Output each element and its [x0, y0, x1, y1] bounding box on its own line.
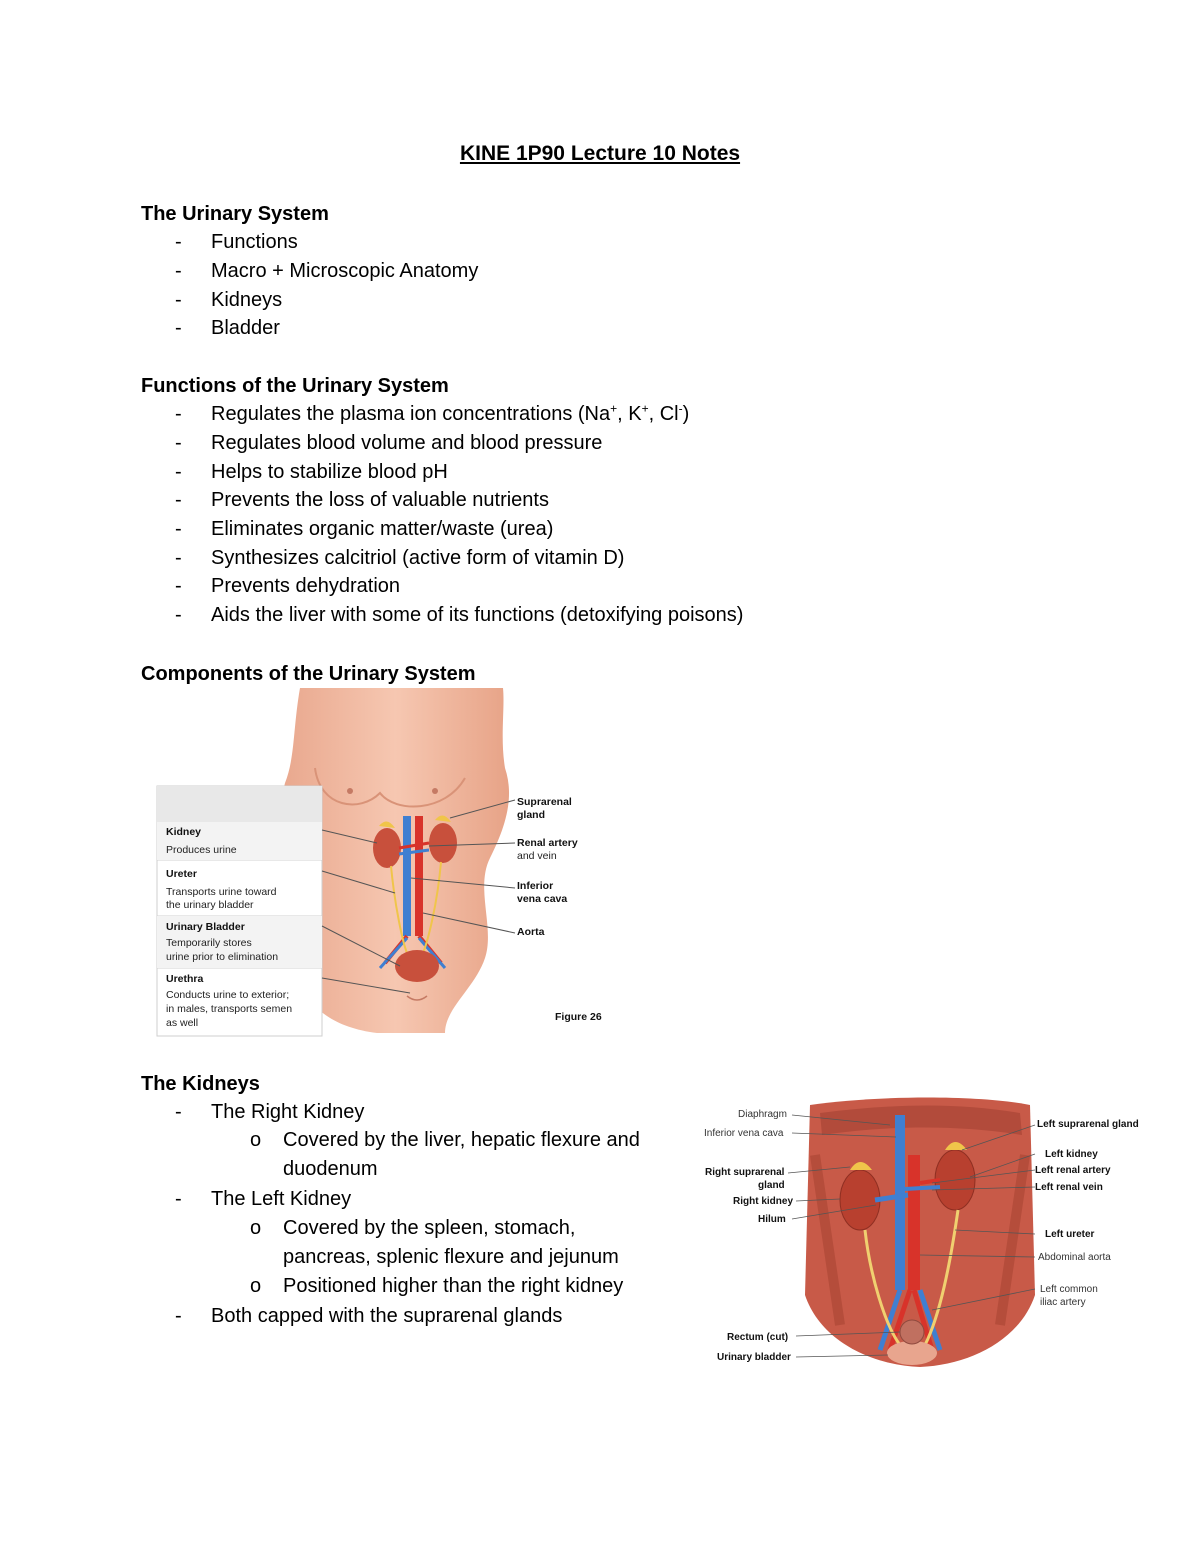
box-urethra-desc: as well: [166, 1017, 199, 1029]
list-item: - The Left Kidney: [175, 1188, 352, 1210]
figure-caption: Figure 26: [555, 1011, 602, 1023]
box-ureter-desc: the urinary bladder: [166, 899, 254, 911]
list-item: - Eliminates organic matter/waste (urea): [175, 518, 554, 540]
list-item: - Macro + Microscopic Anatomy: [175, 260, 479, 282]
heading-urinary-system: The Urinary System: [141, 203, 329, 225]
box-urethra-desc: Conducts urine to exterior;: [166, 989, 290, 1001]
list-item: - The Right Kidney: [175, 1101, 365, 1123]
right-kidney-illustration: [840, 1170, 880, 1230]
bladder-illustration: [887, 1341, 937, 1365]
right-kidney-illustration: [373, 828, 401, 868]
rectum-illustration: [900, 1320, 924, 1344]
label-right-suprarenal-gland: gland: [758, 1180, 785, 1191]
aorta-illustration: [908, 1155, 920, 1290]
label-urinary-bladder: Urinary bladder: [717, 1352, 791, 1363]
left-kidney-illustration: [429, 823, 457, 863]
heading-kidneys: The Kidneys: [141, 1073, 260, 1095]
box-urethra-name: Urethra: [166, 973, 204, 985]
label-renal-artery: and vein: [517, 850, 557, 862]
label-left-ureter: Left ureter: [1045, 1229, 1095, 1240]
label-right-suprarenal-gland: Right suprarenal: [705, 1167, 785, 1178]
label-inferior-vena-cava: Inferior: [517, 880, 554, 892]
bladder-illustration: [395, 950, 439, 982]
box-kidney-name: Kidney: [166, 826, 202, 838]
box-bladder-name: Urinary Bladder: [166, 921, 245, 933]
list-item: - Kidneys: [175, 289, 283, 311]
box-ureter-name: Ureter: [166, 868, 197, 880]
label-left-common-iliac-artery: Left common: [1040, 1284, 1098, 1295]
label-left-common-iliac-artery: iliac artery: [1040, 1297, 1086, 1308]
list-item: - Functions: [175, 231, 298, 253]
box-bladder-desc: Temporarily stores: [166, 937, 252, 949]
list-item: - Bladder: [175, 317, 280, 339]
box-kidney-desc: Produces urine: [166, 844, 237, 856]
label-left-suprarenal-gland: Left suprarenal gland: [1037, 1119, 1139, 1130]
label-left-kidney: Left kidney: [1045, 1149, 1098, 1160]
label-renal-artery: Renal artery: [517, 837, 578, 849]
box-bladder-desc: urine prior to elimination: [166, 951, 279, 963]
heading-components: Components of the Urinary System: [141, 663, 476, 685]
urinary-system-figure: [145, 688, 615, 1040]
sub-list-item: o Positioned higher than the right kidney: [250, 1275, 624, 1297]
sub-list-item: o Covered by the liver, hepatic flexure and duodenum: [250, 1129, 640, 1180]
list-item: - Synthesizes calcitriol (active form of vitamin D): [175, 547, 625, 569]
label-abdominal-aorta: Abdominal aorta: [1038, 1252, 1111, 1263]
box-urethra-desc: in males, transports semen: [166, 1003, 293, 1015]
page-title: KINE 1P90 Lecture 10 Notes: [459, 142, 741, 165]
label-hilum: Hilum: [758, 1214, 786, 1225]
aorta-illustration: [415, 816, 423, 936]
list-item: - Aids the liver with some of its functions (detoxifying poisons): [175, 604, 744, 626]
label-diaphragm: Diaphragm: [738, 1109, 787, 1120]
label-suprarenal: gland: [517, 809, 545, 821]
label-inferior-vena-cava: Inferior vena cava: [704, 1128, 784, 1139]
label-aorta: Aorta: [517, 926, 545, 938]
list-item: - Regulates the plasma ion concentrations (Na+, K+, Cl-): [175, 401, 690, 425]
label-left-renal-vein: Left renal vein: [1035, 1182, 1103, 1193]
heading-functions: Functions of the Urinary System: [141, 375, 449, 397]
label-suprarenal: Suprarenal: [517, 796, 572, 808]
list-item: - Prevents dehydration: [175, 575, 401, 597]
box-ureter-desc: Transports urine toward: [166, 886, 277, 898]
label-right-kidney: Right kidney: [733, 1196, 794, 1207]
kidney-anatomy-figure: [700, 1095, 1150, 1380]
list-item: - Regulates blood volume and blood pressure: [175, 432, 603, 454]
label-inferior-vena-cava: vena cava: [517, 893, 568, 905]
list-item: - Helps to stabilize blood pH: [175, 461, 448, 483]
vena-cava-illustration: [895, 1115, 905, 1290]
label-rectum: Rectum (cut): [727, 1332, 789, 1343]
list-item: - Both capped with the suprarenal glands: [175, 1305, 563, 1327]
vena-cava-illustration: [403, 816, 411, 936]
list-item: - Prevents the loss of valuable nutrients: [175, 489, 549, 511]
sub-list-item: o Covered by the spleen, stomach, pancreas, splenic flexure and jejunum: [250, 1217, 619, 1268]
label-left-renal-artery: Left renal artery: [1035, 1165, 1111, 1176]
